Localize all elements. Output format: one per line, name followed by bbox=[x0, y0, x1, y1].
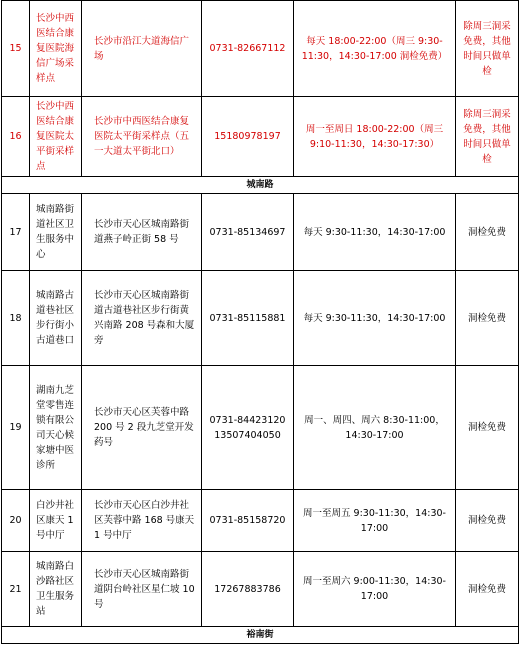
site-name: 城南路古道巷社区步行街小古道巷口 bbox=[30, 271, 82, 366]
fee-note: 除周三洞采免费，其他时间只做单检 bbox=[456, 97, 519, 177]
row-number: 18 bbox=[2, 271, 30, 366]
site-name: 湖南九芝堂零售连锁有限公司天心候家塘中医诊所 bbox=[30, 366, 82, 490]
section-header-yunanjie: 裕南街 bbox=[2, 627, 519, 644]
fee-note: 洞检免费 bbox=[456, 366, 519, 490]
table-row bbox=[2, 1, 519, 97]
contact-phone: 0731-84423120 13507404050 bbox=[202, 366, 294, 490]
service-hours: 每天 9:30-11:30，14:30-17:00 bbox=[294, 194, 456, 271]
site-address: 长沙市天心区芙蓉中路 200 号 2 段九芝堂开发药号 bbox=[82, 366, 202, 490]
service-hours: 每天 18:00-22:00（周三 9:30-11:30，14:30-17:00 洞检免费） bbox=[294, 1, 456, 97]
row-number: 15 bbox=[2, 1, 30, 97]
site-name: 白沙井社区康天 1 号中厅 bbox=[30, 490, 82, 552]
contact-phone: 17267883786 bbox=[202, 552, 294, 627]
fee-note: 洞检免费 bbox=[456, 490, 519, 552]
table-body-before-section bbox=[2, 1, 519, 177]
row-number: 19 bbox=[2, 366, 30, 490]
row-number: 20 bbox=[2, 490, 30, 552]
table-row bbox=[2, 552, 519, 627]
testing-sites-table bbox=[1, 0, 519, 644]
service-hours: 周一至周日 18:00-22:00（周三 9:10-11:30，14:30-17:30） bbox=[294, 97, 456, 177]
row-number: 21 bbox=[2, 552, 30, 627]
contact-phone: 15180978197 bbox=[202, 97, 294, 177]
section-header-row bbox=[2, 177, 519, 194]
site-name: 城南路白沙路社区卫生服务站 bbox=[30, 552, 82, 627]
fee-note: 洞检免费 bbox=[456, 552, 519, 627]
table-row bbox=[2, 97, 519, 177]
site-name: 长沙中西医结合康复医院太平街采样点 bbox=[30, 97, 82, 177]
section-header-row bbox=[2, 627, 519, 644]
contact-phone: 0731-85158720 bbox=[202, 490, 294, 552]
service-hours: 周一至周六 9:00-11:30，14:30-17:00 bbox=[294, 552, 456, 627]
table-row bbox=[2, 490, 519, 552]
site-address: 长沙市天心区城南路街道燕子岭正街 58 号 bbox=[82, 194, 202, 271]
contact-phone: 0731-82667112 bbox=[202, 1, 294, 97]
fee-note: 洞检免费 bbox=[456, 271, 519, 366]
contact-phone: 0731-85115881 bbox=[202, 271, 294, 366]
row-number: 17 bbox=[2, 194, 30, 271]
site-address: 长沙市天心区城南路街道古道巷社区步行街黄兴南路 208 号森和大厦旁 bbox=[82, 271, 202, 366]
fee-note: 除周三洞采免费，其他时间只做单检 bbox=[456, 1, 519, 97]
site-address: 长沙市沿江大道海信广场 bbox=[82, 1, 202, 97]
site-name: 城南路街道社区卫生服务中心 bbox=[30, 194, 82, 271]
site-address: 长沙市天心区白沙井社区芙蓉中路 168 号康天 1 号中厅 bbox=[82, 490, 202, 552]
table-body-after-section bbox=[2, 194, 519, 627]
row-number: 16 bbox=[2, 97, 30, 177]
fee-note: 洞检免费 bbox=[456, 194, 519, 271]
section-header-chengnanlu: 城南路 bbox=[2, 177, 519, 194]
service-hours: 周一至周五 9:30-11:30，14:30-17:00 bbox=[294, 490, 456, 552]
table-row bbox=[2, 194, 519, 271]
site-address: 长沙市天心区城南路街道阴台岭社区星仁坡 10 号 bbox=[82, 552, 202, 627]
site-address: 长沙市中西医结合康复医院太平街采样点（五一大道太平街北口） bbox=[82, 97, 202, 177]
site-name: 长沙中西医结合康复医院海信广场采样点 bbox=[30, 1, 82, 97]
table-row bbox=[2, 271, 519, 366]
contact-phone: 0731-85134697 bbox=[202, 194, 294, 271]
service-hours: 周一、周四、周六 8:30-11:00，14:30-17:00 bbox=[294, 366, 456, 490]
table-row bbox=[2, 366, 519, 490]
service-hours: 每天 9:30-11:30，14:30-17:00 bbox=[294, 271, 456, 366]
